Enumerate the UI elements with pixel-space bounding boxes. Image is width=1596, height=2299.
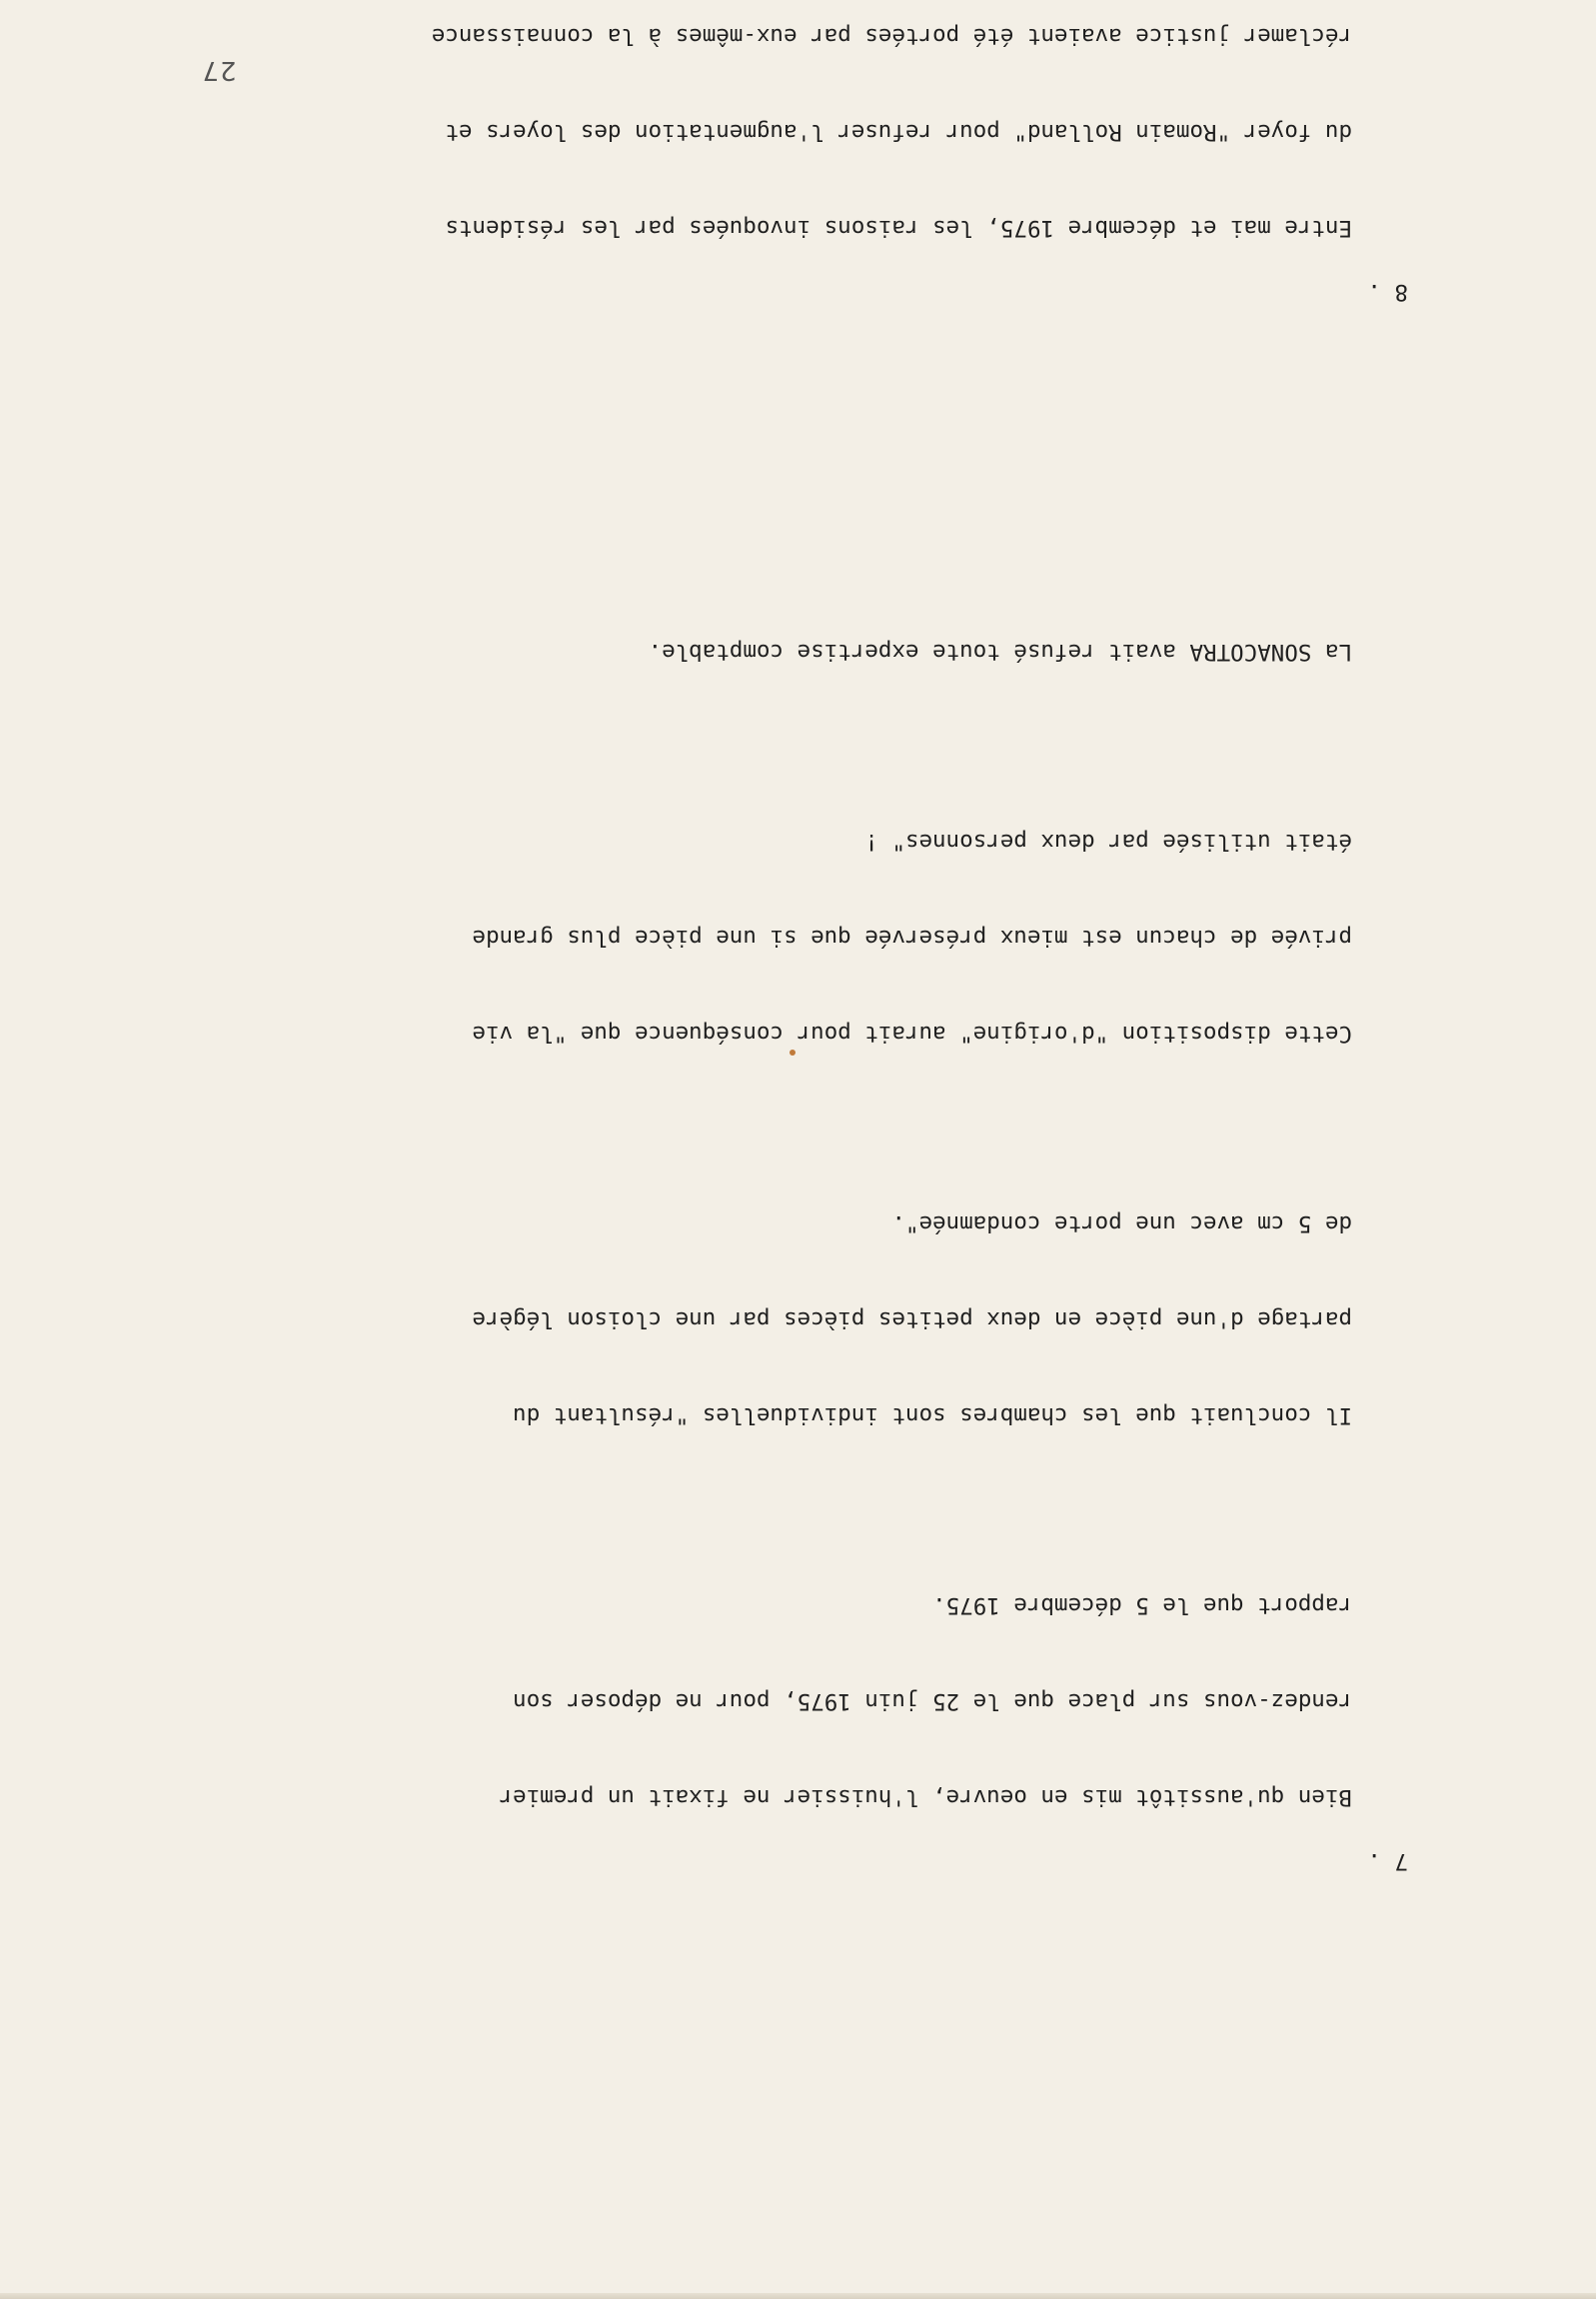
page-edge (0, 2293, 1596, 2299)
section-number: 7 . (1367, 1848, 1408, 1874)
text-line: Cette disposition "d'origine" aurait pour conséquence que "la vie (472, 1021, 1352, 1047)
section-number: 8 . (1367, 279, 1408, 305)
text-line: réclamer justice avaient été portées par eux-mêmes à la connaissance (431, 23, 1352, 49)
ink-mark (790, 1050, 796, 1056)
text-line: Il concluait que les chambres sont individuelles "résultant du (513, 1402, 1352, 1428)
text-line: de 5 cm avec une porte condamnée". (891, 1210, 1352, 1236)
text-line: rapport que le 5 décembre 1975. (932, 1592, 1352, 1618)
section-8 (299, 0, 1408, 308)
text-line: Entre mai et décembre 1975, les raisons invoquées par les résidents (445, 215, 1352, 241)
text-line: du foyer "Romain Rolland" pour refuser l'augmentation des loyers et (445, 119, 1352, 145)
section-7 (299, 572, 1408, 1877)
text-line: partage d'une pièce en deux petites pièces par une cloison légère (472, 1306, 1352, 1332)
text-line: Bien qu'aussitôt mis en oeuvre, l'huissier ne fixait un premier (499, 1784, 1352, 1810)
page-number: 27 (201, 55, 237, 85)
text-line: La SONACOTRA avait refusé toute expertise comptable. (648, 639, 1352, 665)
body-text (299, 0, 1408, 2005)
text-line: rendez-vous sur place que le 25 juin 1975, pour ne déposer son (513, 1688, 1352, 1714)
text-line: était utilisée par deux personnes" ! (864, 829, 1352, 855)
text-line: privée de chacun est mieux préservée que si une pièce plus grande (472, 925, 1352, 951)
